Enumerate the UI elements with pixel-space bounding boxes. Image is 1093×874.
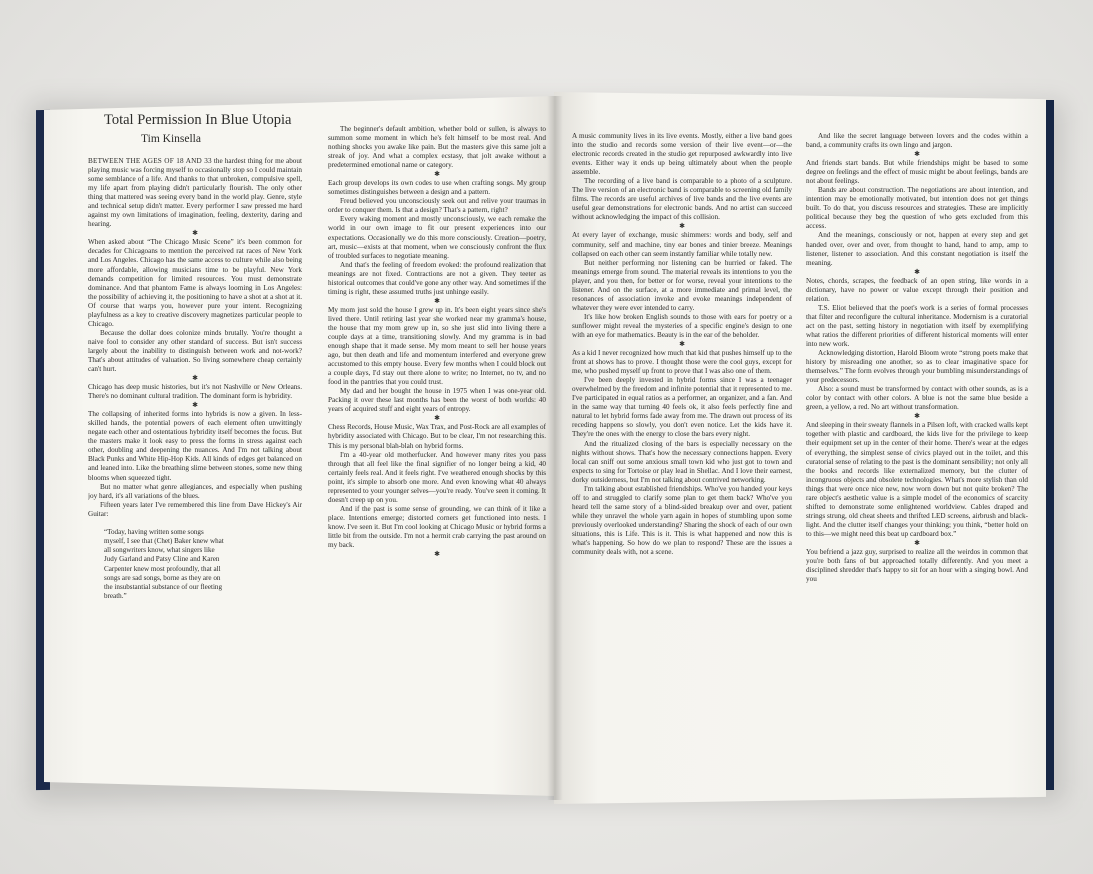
paragraph <box>88 157 302 229</box>
column-1 <box>88 157 302 757</box>
column-4 <box>806 132 1028 740</box>
paragraph: Chicago has deep music histories, but it's not Nashville or New Orleans. There's no dominant cultural tradition. The dominant form is hybridity. <box>88 383 302 401</box>
section-break: ✱ <box>192 374 198 383</box>
paragraph: And sleeping in their sweaty flannels in a Pilsen loft, with cracked walls kept together with plastic and cardboard, the kids live for the privilege to keep their equipment set up in the center of their home. There's wear at the edges of everything, the simplest sense of civics played out in the toilet, and this curatorial sense of relating to the past is the dominant sensibility; not only all the books and records like externalized memory, but the clutter of incongruous objects and obsolete technologies. What's more stylish than old things that were once nice new, now worn down but not quite broken? The rare object's aesthetic value is a simple model of the economics of scarcity shifted to demonstrate some enlightened worldview. Cables draped and strings strung, old cheat sheets and thrifted LED screens, airbrush and black-light. And the clutter itself changes your thinking; you think, “better hold on to this—we might need this beat up cardboard box.” <box>806 421 1028 538</box>
column-3 <box>572 132 792 742</box>
paragraph: My mom just sold the house I grew up in. It's been eight years since she's lived there. Until retiring last year she worked near my gramma's house, the house that my mom grew up in, so she just slid into living there a couple days at a time, transitioning slowly. And my gramma is in bad enough shape that it made sense. My mom meant to sell her house years ago, but then death and life and momentum interfered and everyone grew accustomed to this empty house. Every few months when I could block out a couple days, I'd stay out there alone to write; no Internet, no tv, and no food in the pantries that you could trust. <box>328 305 546 387</box>
article-author: Tim Kinsella <box>141 133 201 145</box>
section-break: ✱ <box>192 401 198 410</box>
quote-line: myself, I see that (Chet) Baker knew what <box>104 536 224 545</box>
section-break: ✱ <box>914 267 920 276</box>
section-break: ✱ <box>434 170 440 179</box>
quote-line: “Today, having written some songs <box>104 527 204 536</box>
paragraph: The recording of a live band is comparable to a photo of a sculpture. The live version of an electronic band is comparable to screening old family films. The records are useful archives of live bands and the live events are useful gear demonstrations for electronic bands. And no artist can succeed without acknowledging the impact of this collision. <box>572 177 792 222</box>
section-break: ✱ <box>914 412 920 421</box>
section-break: ✱ <box>679 340 685 349</box>
paragraph: But neither performing nor listening can be hurried or faked. The meanings emerge from sound. The material reveals its intentions to you the player, and you then, for better or for worse, reveal your intentions to the listener. And on the surface, at a more immediate and primal level, the resonances of association invoke and evoke meanings independent of whatever they were ever intended to carry. <box>572 258 792 312</box>
paragraph: Notes, chords, scrapes, the feedback of an open string, like words in a dictionary, have no power or value except through their position and relation. <box>806 276 1028 303</box>
paragraph: And if the past is some sense of grounding, we can think of it like a place. Intentions emerge; distorted corners get functioned into nests. I know. I've seen it. But I'm cool looking at Chicago Music or hybrid forms a little bit from the outside. I'm not a hermit crab carrying the past around on my back. <box>328 504 546 550</box>
section-break: ✱ <box>192 229 198 238</box>
paragraph: I'm a 40-year old motherfucker. And however many rites you pass through that all feel like the final signifier of no longer being a kid, 40 certainly feels real. And it feels right. I've weathered enough shocks by this point, it's simple to absorb one more. And even knowing what 40 always represented to your younger selves—you're ready. You've seen it coming. It doesn't creep up on you. <box>328 450 546 504</box>
paragraph: Bands are about construction. The negotiations are about intention, and intention may be emotionally motivated, but intention does not get things built. To do that, you discuss resources and strategies. These are implicitly political because they beg the question of who gets excluded from this access. <box>806 186 1028 231</box>
paragraph: And the meanings, consciously or not, happen at every step and get handed over, over and over, from thought to hand, hand to amp, amp to listener, listener to association. And this constant negotiation is itself the meaning. <box>806 231 1028 267</box>
paragraph-text: the hardest thing for me about playing music was forcing myself to occasionally stop so I could maintain some semblance of a life. And thanks to that unbroken, compulsive spell, my life apart from playing didn't particularly flourish. The only other thing that mattered was seeing every band in the world play. Genre, style and technical setup didn't matter. Every performer I saw pressed me hard against my own limitations of imagination, feeling, dexterity, daring and hearing. <box>88 157 302 229</box>
paragraph: And like the secret language between lovers and the codes within a band, a community crafts its own lingo and jargon. <box>806 132 1028 150</box>
paragraph: And the ritualized closing of the bars is especially necessary on the nights without shows. That's how the necessary connections happen. Every local can sniff out some anxious small town kid who just got to town and expects to sing for Tortoise or play lead in Shellac. And I love their earnest, dorky outsiderness, but I'm not talking about contrived networking. <box>572 439 792 484</box>
quote-line: Judy Garland and Patsy Cline and Karen <box>104 555 220 564</box>
paragraph: And that's the feeling of freedom evoked: the profound realization that meanings are not fixed. Contractions are not a given. They teeter as historical outcomes that could've gone any other way. And sometimes if the timing is right, these assumed truths just unhinge easily. <box>328 260 546 296</box>
paragraph: A music community lives in its live events. Mostly, either a live band goes into the studio and records some version of their live event—or—the electronic records created in the studio get repurposed awkwardly into live events. Either way it ends up being ultimately about when the people assemble. <box>572 132 792 177</box>
paragraph: Each group develops its own codes to use when crafting songs. My group sometimes distinguishes between a design and a pattern. <box>328 179 546 197</box>
lead-in: BETWEEN THE AGES OF 18 AND 33 <box>88 157 212 165</box>
quote-line: the insubstantial substance of our fleeting <box>104 582 223 591</box>
paragraph: Chess Records, House Music, Wax Trax, and Post-Rock are all examples of hybridity associated with Chicago. But to be clear, I'm not researching this. This is my personal blah-blah on hybrid forms. <box>328 423 546 450</box>
paragraph: Because the dollar does colonize minds brutally. You're thought a naive fool to consider any other standard of success. But isn't success largely about the inability to distinguish between work and not-work? That's about attitudes of valuation. So living somewhere cheap certainly can't hurt. <box>88 328 302 374</box>
paragraph: Freud believed you unconsciously seek out and relive your traumas in order to conquer them. Is that a design? That's a pattern, right? <box>328 197 546 215</box>
section-break: ✱ <box>434 550 440 559</box>
paragraph: Also: a sound must be transformed by contact with other sounds, as is a color by contact with other colors. A blue is not the same blue beside a green, a yellow, a red. No art without transformation. <box>806 385 1028 412</box>
quote-line: songs are sad songs, borne as they are on <box>104 573 221 582</box>
section-break: ✱ <box>914 538 920 547</box>
paragraph: It's like how broken English sounds to those with ears for poetry or a sunflower might reveal the mysteries of a specific engine's design to one with an eye for mathematics. Beauty is in the ear of the beholder. <box>572 312 792 339</box>
section-break: ✱ <box>679 222 685 231</box>
section-break: ✱ <box>434 414 440 423</box>
quote-line: all songwriters know, what singers like <box>104 546 215 555</box>
quote-line: Carpenter knew most profoundly, that all <box>104 564 221 573</box>
book-gutter <box>547 96 563 800</box>
paragraph: Acknowledging distortion, Harold Bloom wrote “strong poets make that history by misreading one another, so as to clear imaginative space for themselves.” The form evolves through your bumbling misunderstandings of your predecessors. <box>806 349 1028 385</box>
paragraph: Fifteen years later I've remembered this line from Dave Hickey's Air Guitar: <box>88 500 302 518</box>
paragraph: The beginner's default ambition, whether bold or sullen, is always to summon some moment in which he's felt himself to be most real. And nothing shocks you awake like pain. But the masters give this same jolt a streak of joy. And what a complex ecstasy, that jolt awake without a predetermined emotional name or category. <box>328 125 546 170</box>
paragraph: I'm talking about established friendships. Who've you handed your keys off to and struggled to clarify some plan to get them back? Who've you heard tell the same story of a blind-sided breakup over and over, patient while they unravel the whole yarn again in hopes of stumbling upon some previously overlooked understanding? Sharing the shock of each of our own situations, this is Life. This is it. This is what happened and now this is what's happening. So how do we plan to respond? These are the issues a community deals with, not a scene. <box>572 484 792 557</box>
paragraph: I've been deeply invested in hybrid forms since I was a teenager overwhelmed by the freedom and infinite potential that it represented to me. I've participated in equal ratios as a performer, an organizer, and a fan. And in the same way that turning 40 feels ok, it also feels perfectly fine and natural to let hybrid forms fade away from me. The drawn out process of its receding happens so slowly, you don't even notice. Let the kids have it. They're the ones with the energy to close the bars every night. <box>572 376 792 439</box>
paragraph: My dad and her bought the house in 1975 when I was one-year old. Packing it over these last months has been the worst of both worlds: 40 years of acquired stuff and eight years of entropy. <box>328 387 546 414</box>
paragraph: You befriend a jazz guy, surprised to realize all the weirdos in common that you're both fans of but approached totally differently. And you meet a disciplined shredder that's happy to sit for an hour with a singing bowl. And you <box>806 547 1028 584</box>
paragraph: As a kid I never recognized how much that kid that pushes himself up to the front at shows has to prove. I thought those were the cool guys, except for me, who pushed myself up front to prove that I was also one of them. <box>572 349 792 376</box>
section-break: ✱ <box>914 150 920 159</box>
paragraph: And friends start bands. But while friendships might be based to some degree on feelings and the effect of music might be about feelings, bands are not about feelings. <box>806 159 1028 186</box>
column-2 <box>328 125 546 780</box>
paragraph: T.S. Eliot believed that the poet's work is a series of formal processes that filter and reconfigure the cultural inheritance. Modernism is a curatorial act on the past, setting history in negotiation with itself by exemplifying what ratios the different priorities of different historical moments will enter into new work. <box>806 303 1028 348</box>
paragraph: Every waking moment and mostly unconsciously, we each remake the world in our own image to fit our present experiences into our expectations. Occasionally we do this more consciously. Creation—poetry, art, music—exists at that moment, when we consciously confront the flux of troubled surfaces to negotiate meaning. <box>328 215 546 260</box>
article-title: Total Permission In Blue Utopia <box>104 112 292 128</box>
block-quote <box>88 528 302 602</box>
quote-line: breath.” <box>104 592 127 601</box>
paragraph: The collapsing of inherited forms into hybrids is now a given. In less-skilled hands, the potential powers of each element often unwittingly negate each other and ostentatious hybridity itself becomes the focus. But the masters make it look easy to press the forms in stress against each other, doubling and deepening the nuances. And I'm not talking about Black Punks and White Hip-Hop Kids. All kinds of edges get balanced on and leaned into. Like the breathing slime between stones, some new thing blooms when squeezed tight. <box>88 410 302 482</box>
section-break: ✱ <box>434 296 440 305</box>
paragraph: At every layer of exchange, music shimmers: words and body, self and community, self and machine, tiny ear bones and tinier breeze. Meanings collapsed on each other can seem instantly familiar while totally new. <box>572 231 792 258</box>
paragraph: When asked about “The Chicago Music Scene” it's been common for decades for Chicagoans to mention the perceived rat races of New York and Los Angeles. Chicago has the same access to culture while also being more affordable, allowing musicians time to be playful. New York demands competition for limited resources. You must demonstrate dominance. And that phantom Fame is always looming in Los Angeles: the possibility of achieving it, the positioning to have a shot at a shot at it. Of course that warps you, however pure your intent. Recognizing playfulness as a key to creative discovery magnetizes particular people to Chicago. <box>88 238 302 328</box>
paragraph: But no matter what genre allegiances, and especially when pushing joy hard, it's all variations of the blues. <box>88 482 302 500</box>
